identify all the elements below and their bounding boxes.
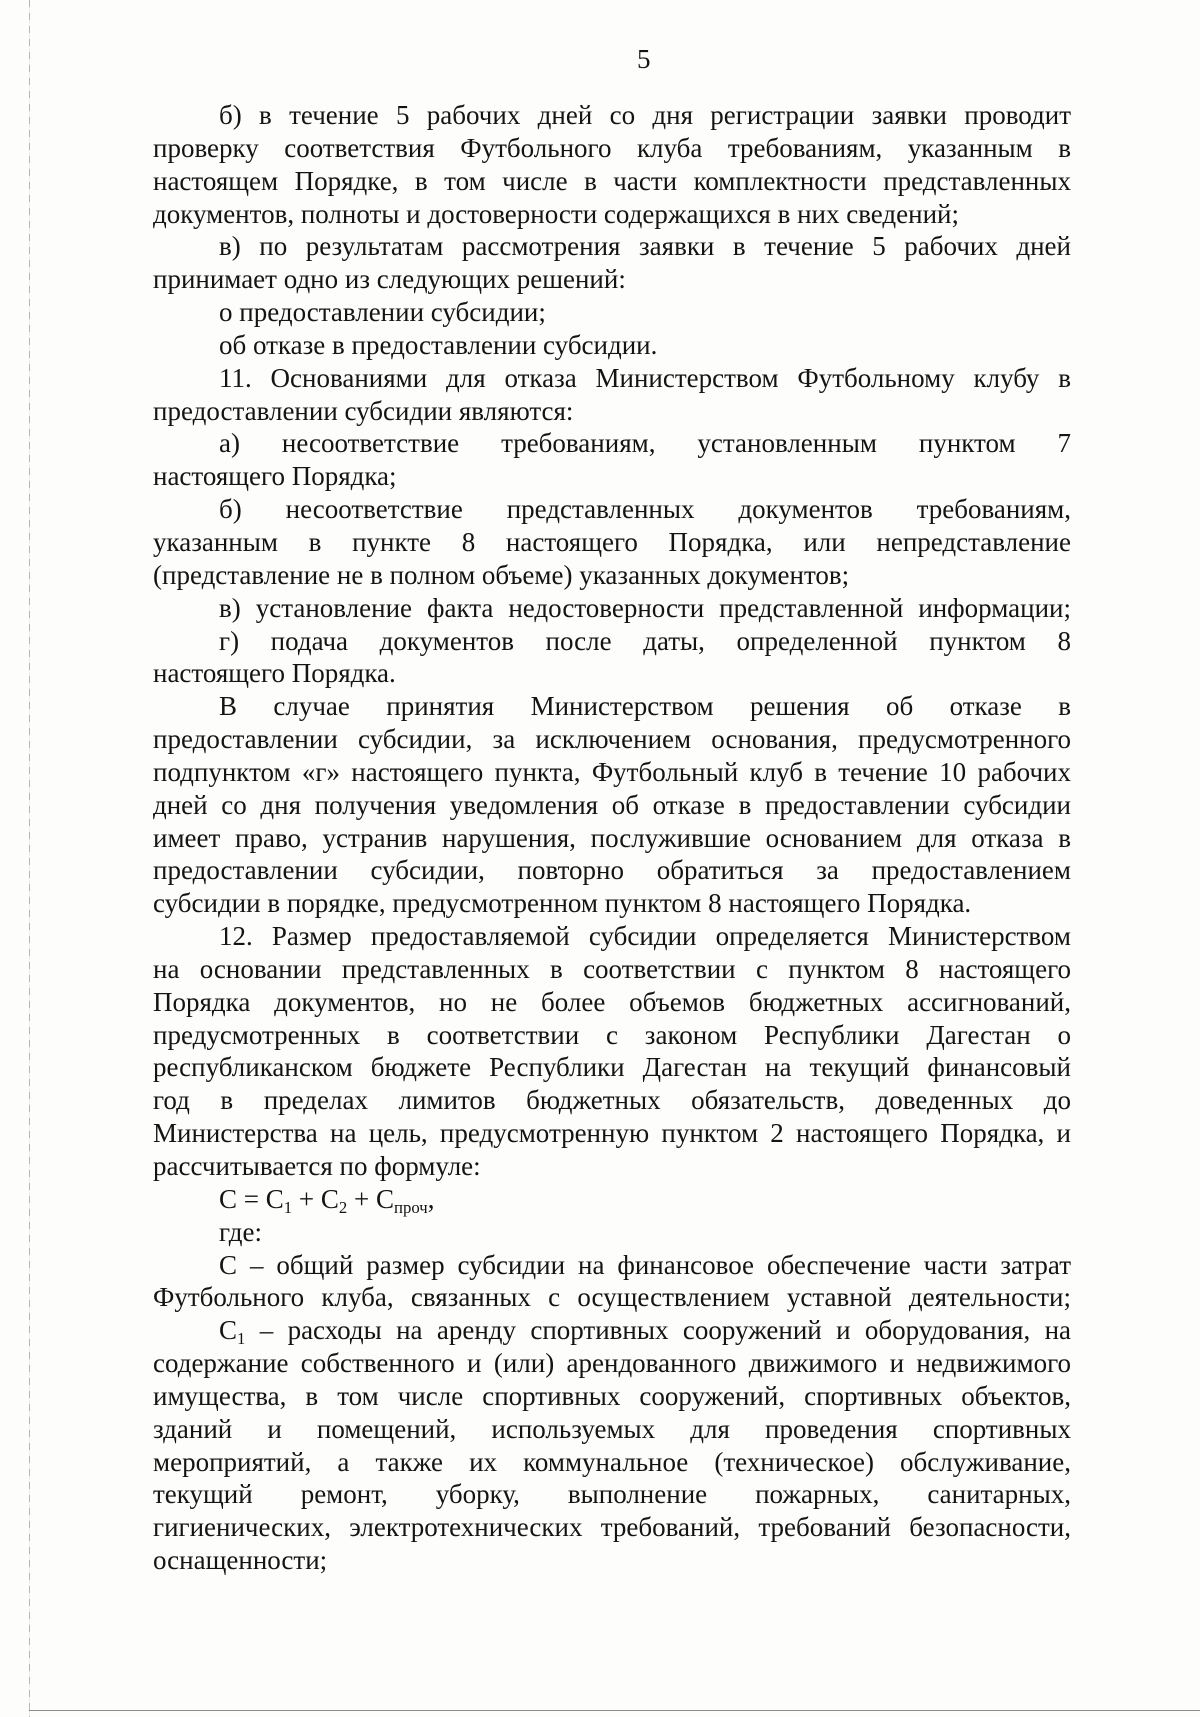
clause-v-decision	[153, 230, 1071, 296]
text-line: б) в течение 5 рабочих дней со дня регистрации заявки проводит	[219, 100, 1071, 130]
plus-sign: +	[354, 1183, 370, 1214]
where-label: где:	[219, 1216, 262, 1247]
text-line: содержание собственного и (или) арендованного движимого и недвижимого	[153, 1348, 1071, 1379]
definition-c1	[153, 1314, 1071, 1577]
text-line: об отказе в предоставлении субсидии.	[219, 329, 658, 360]
plus-sign: +	[298, 1183, 315, 1214]
text-line: принимает одно из следующих решений:	[153, 264, 626, 295]
text-line: 11. Основаниями для отказа Министерством Футбольному клубу в	[219, 362, 1071, 393]
text-line: о предоставлении субсидии;	[219, 297, 546, 328]
text-line: В случае принятия Министерством решения об отказе в	[219, 691, 1071, 722]
term-base: С	[376, 1183, 395, 1214]
clause-b-verification	[153, 99, 1071, 230]
equals-sign: =	[243, 1183, 259, 1214]
text-line: на основании представленных в соответствии с пунктом 8 настоящего	[153, 953, 1071, 984]
text-line: субсидии в порядке, предусмотренном пунктом 8 настоящего Порядка.	[153, 888, 972, 919]
text-line: год в пределах лимитов бюджетных обязательств, доведенных до	[153, 1085, 1071, 1116]
formula-result: С	[219, 1183, 238, 1214]
text-line: настоящего Порядка;	[153, 461, 397, 492]
page-number: 5	[637, 44, 651, 74]
text-line	[153, 1249, 1071, 1282]
text-line: в) по результатам рассмотрения заявки в течение 5 рабочих дней	[219, 231, 1071, 262]
text-line: имущества, в том числе спортивных сооружений, спортивных объектов,	[153, 1380, 1071, 1411]
text-line: б) несоответствие представленных документов требованиям,	[219, 494, 1071, 525]
text-line: а) несоответствие требованиям, установленным пунктом 7	[219, 428, 1071, 459]
option-refuse-subsidy	[153, 329, 1071, 362]
scan-edge-left	[29, 0, 30, 1717]
text-line: зданий и помещений, используемых для проведения спортивных	[153, 1413, 1071, 1444]
text-line: гигиенических, электротехнических требований, требований безопасности,	[153, 1512, 1071, 1543]
formula-term-cproch	[376, 1183, 435, 1217]
term-subscript: проч	[394, 1197, 428, 1217]
text-line: мероприятий, а также их коммунальное (техническое) обслуживание,	[153, 1446, 1071, 1477]
text-line: Порядка документов, но не более объемов бюджетных ассигнований,	[153, 986, 1071, 1017]
text-line: проверку соответствия Футбольного клуба требованиям, указанным в	[153, 132, 1071, 163]
text-line: г) подача документов после даты, определенной пунктом 8	[219, 625, 1071, 656]
ground-a	[153, 427, 1071, 493]
text-line: Министерства на цель, предусмотренную пунктом 2 настоящего Порядка, и	[153, 1118, 1071, 1149]
clause-11-refusal-grounds	[153, 362, 1071, 428]
text-line: указанным в пункте 8 настоящего Порядка, или непредставление	[153, 526, 1071, 557]
term-base: С	[265, 1183, 284, 1214]
option-grant-subsidy	[153, 296, 1071, 329]
term-base: С	[320, 1183, 339, 1214]
text-line: 12. Размер предоставляемой субсидии определяется Министерством	[219, 921, 1071, 952]
subsidy-formula	[153, 1183, 1071, 1216]
ground-b	[153, 493, 1071, 592]
definition-symbol: С	[219, 1249, 238, 1280]
ground-v	[153, 592, 1071, 625]
text-line: Футбольного клуба, связанных с осуществлением уставной деятельности;	[153, 1282, 1071, 1313]
definition-text: – общий размер субсидии на финансовое обеспечение части затрат	[249, 1249, 1072, 1280]
formula-trailing-comma: ,	[427, 1183, 435, 1214]
document-body	[153, 99, 1071, 1577]
definition-symbol: С	[219, 1315, 238, 1346]
text-line: предусмотренных в соответствии с законом Республики Дагестан о	[153, 1019, 1071, 1050]
definition-text: – расходы на аренду спортивных сооружений и оборудования, на	[259, 1315, 1071, 1346]
definition-subscript: 1	[237, 1328, 246, 1348]
text-line: республиканском бюджете Республики Дагестан на текущий финансовый	[153, 1052, 1071, 1083]
text-line: предоставлении субсидии являются:	[153, 395, 574, 426]
formula-term-c2	[320, 1183, 348, 1217]
text-line: рассчитывается по формуле:	[153, 1151, 481, 1181]
scan-edge-bottom	[29, 1710, 1200, 1711]
text-line: оснащенности;	[153, 1545, 328, 1576]
text-line	[153, 1314, 1071, 1347]
text-line: в) установление факта недостоверности представленной информации;	[219, 592, 1071, 623]
text-line: документов, полноты и достоверности содержащихся в них сведений;	[153, 198, 959, 229]
text-line: подпунктом «г» настоящего пункта, Футбольный клуб в течение 10 рабочих	[153, 756, 1071, 787]
definition-c	[153, 1249, 1071, 1315]
ground-g	[153, 625, 1071, 691]
text-line: настоящего Порядка.	[153, 658, 396, 689]
text-line: настоящем Порядке, в том числе в части комплектности представленных	[153, 165, 1071, 196]
formula-term-c1	[265, 1183, 293, 1217]
clause-12-subsidy-amount	[153, 920, 1071, 1183]
text-line: (представление не в полном объеме) указанных документов;	[153, 559, 850, 590]
reapplication-paragraph	[153, 690, 1071, 920]
term-subscript: 1	[283, 1197, 293, 1217]
text-line: дней со дня получения уведомления об отказе в предоставлении субсидии	[153, 789, 1071, 820]
text-line: текущий ремонт, уборку, выполнение пожарных, санитарных,	[153, 1479, 1071, 1510]
text-line: предоставлении субсидии, за исключением основания, предусмотренного	[153, 724, 1071, 755]
text-line: предоставлении субсидии, повторно обратиться за предоставлением	[153, 855, 1071, 886]
text-line: имеет право, устранив нарушения, послужившие основанием для отказа в	[153, 822, 1071, 853]
term-subscript: 2	[338, 1197, 348, 1217]
